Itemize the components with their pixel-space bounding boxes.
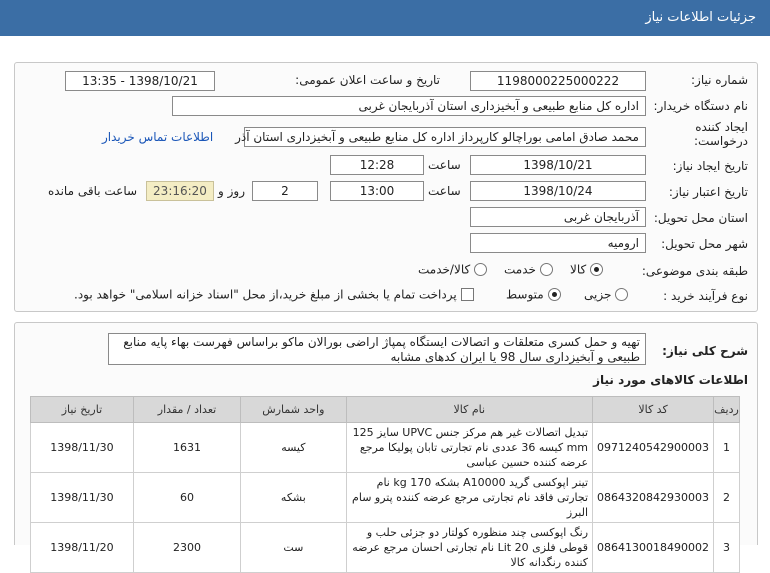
days-remaining-field: 2 [252,181,318,201]
create-date-field: 1398/10/21 [470,155,646,175]
goods-table [30,396,740,573]
need-number-label: شماره نیاز: [691,73,748,87]
category-label: طبقه بندی موضوعی: [641,264,748,278]
summary-label: شرح کلی نیاز: [662,344,748,358]
column-header-row: ردیف [714,397,740,423]
radio-selected-icon[interactable] [548,288,561,301]
column-header-code: کد کالا [593,397,714,423]
announce-date-field: 1398/10/21 - 13:35 [65,71,215,91]
city-field: ارومیه [470,233,646,253]
category-option-service[interactable]: خدمت [504,262,553,277]
cell-unit: ست [241,523,346,573]
cell-code: 0864130018490002 [593,523,714,573]
table-row[interactable] [31,473,740,523]
table-row[interactable] [31,523,740,573]
radio-icon[interactable] [474,263,487,276]
create-time-label: ساعت [428,158,461,172]
cell-date: 1398/11/20 [31,523,134,573]
creator-label-line2: درخواست: [694,134,748,148]
page-title: جزئیات اطلاعات نیاز [645,10,756,25]
province-field: آذربایجان غربی [470,207,646,227]
valid-time-field: 13:00 [330,181,424,201]
goods-section-title: اطلاعات کالاهای مورد نیاز [593,373,748,387]
radio-icon[interactable] [540,263,553,276]
category-option-goods[interactable]: کالا [570,262,603,277]
cell-row: 1 [714,423,740,473]
need-number-field: 1198000225000222 [470,71,646,91]
buyer-field: اداره کل منابع طبیعی و آبخیزداری استان آذربایجان غربی [172,96,646,116]
remaining-time-field: 23:16:20 [146,181,214,201]
buyer-contact-link[interactable]: اطلاعات تماس خریدار [102,130,214,144]
announce-date-label: تاریخ و ساعت اعلان عمومی: [295,73,440,87]
cell-code: 0864320842930003 [593,473,714,523]
cell-row: 3 [714,523,740,573]
remaining-time-label: ساعت باقی مانده [48,184,138,198]
buyer-label: نام دستگاه خریدار: [653,99,748,113]
creator-label-line1: ایجاد کننده [695,120,748,134]
table-row[interactable] [31,423,740,473]
process-option-medium[interactable]: متوسط [506,287,561,302]
process-option-minor[interactable]: جزیی [584,287,628,302]
category-option-goods-service[interactable]: کالا/خدمت [418,262,487,277]
checkbox-icon[interactable] [461,288,474,301]
province-label: استان محل تحویل: [653,211,748,225]
process-label: نوع فرآیند خرید : [663,289,748,303]
cell-qty: 60 [133,473,240,523]
valid-time-label: ساعت [428,184,461,198]
cell-code: 0971240542900003 [593,423,714,473]
cell-name: تینر اپوکسی گرید A10000 بشکه 170 kg نام تجارتی فاقد نام تجارتی مرجع عرضه کننده پترو سام البرز [346,473,592,523]
cell-qty: 2300 [133,523,240,573]
cell-qty: 1631 [133,423,240,473]
summary-text: تهیه و حمل کسری متعلقات و اتصالات ایستگاه پمپاژ اراضی بورالان ماکو براساس فهرست بهاء پایه منابع طبیعی و آبخیزداری سال 98 یا ایران کدهای مشابه [108,333,646,365]
valid-date-field: 1398/10/24 [470,181,646,201]
valid-date-label: تاریخ اعتبار نیاز: [668,185,748,199]
create-date-label: تاریخ ایجاد نیاز: [672,159,748,173]
days-label: روز و [218,184,245,198]
city-label: شهر محل تحویل: [661,237,748,251]
goods-table-header [31,397,740,423]
cell-row: 2 [714,473,740,523]
cell-unit: کیسه [241,423,346,473]
column-header-date: تاریخ نیاز [31,397,134,423]
cell-date: 1398/11/30 [31,473,134,523]
cell-date: 1398/11/30 [31,423,134,473]
creator-field: محمد صادق امامی بوراچالو کارپرداز اداره کل منابع طبیعی و آبخیزداری استان آذر [244,127,646,147]
page-title-bar [0,0,770,36]
column-header-unit: واحد شمارش [241,397,346,423]
column-header-name: نام کالا [346,397,592,423]
create-time-field: 12:28 [330,155,424,175]
radio-icon[interactable] [615,288,628,301]
cell-name: رنگ اپوکسی چند منظوره کولتار دو جزئی حلب و قوطی فلزی Lit 20 نام تجارتی احسان مرجع عرضه کننده رنگدانه کالا [346,523,592,573]
cell-unit: بشکه [241,473,346,523]
treasury-payment-option[interactable]: پرداخت تمام یا بخشی از مبلغ خرید،از محل "اسناد خزانه اسلامی" خواهد بود. [74,287,474,302]
column-header-qty: تعداد / مقدار [133,397,240,423]
cell-name: تبدیل اتصالات غیر هم مرکز جنس UPVC سایز 125 mm کیسه 36 عددی نام تجارتی تابان پولیکا مرجع عرضه کننده حسین عباسی [346,423,592,473]
radio-selected-icon[interactable] [590,263,603,276]
